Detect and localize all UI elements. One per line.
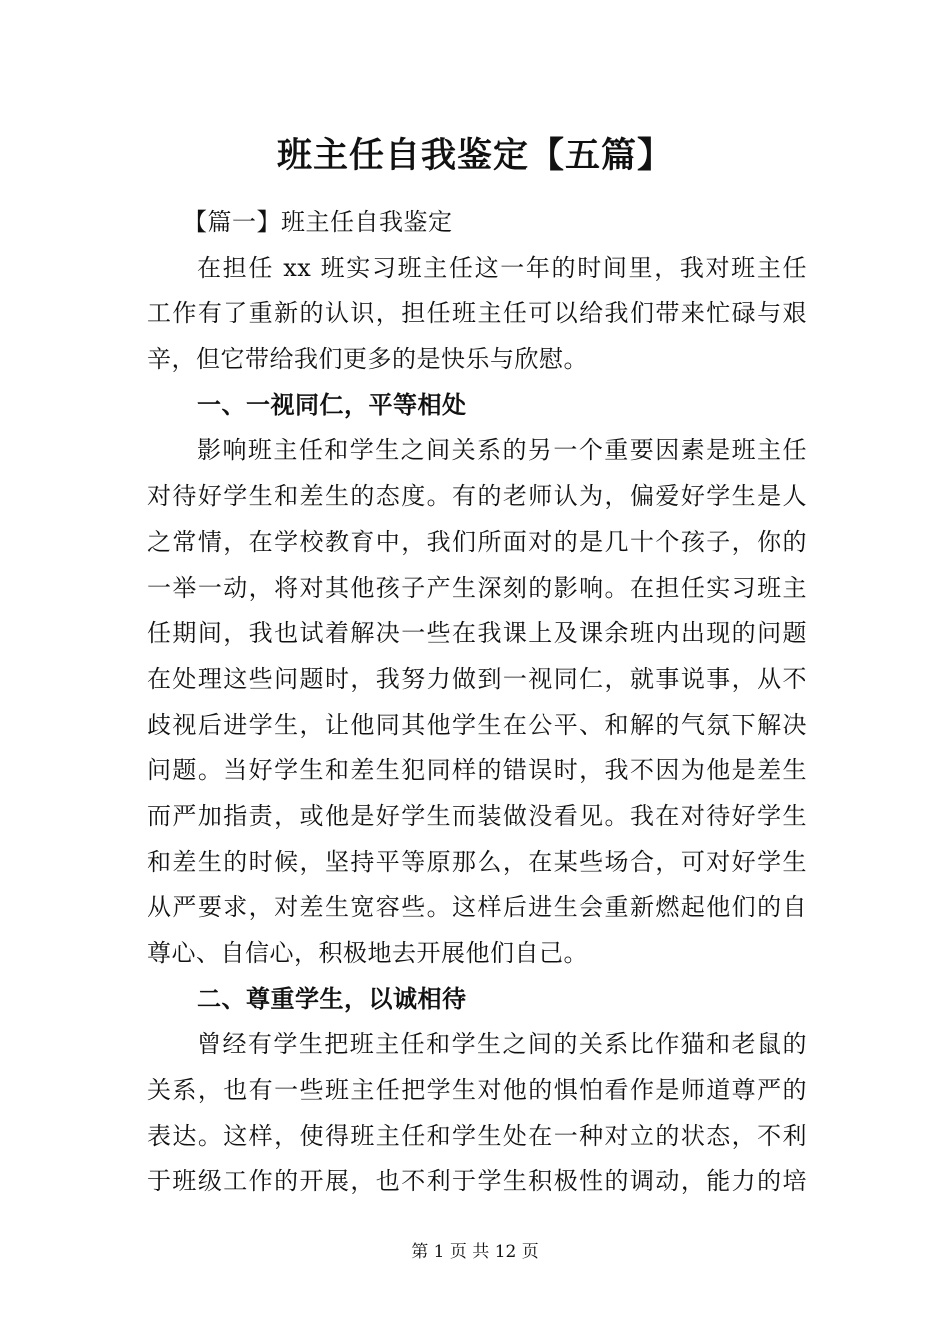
paragraph-line: 一举一动，将对其他孩子产生深刻的影响。在担任实习班主: [147, 573, 807, 602]
section-heading: 一、一视同仁，平等相处: [197, 390, 467, 419]
paragraph-line: 从严要求，对差生宽容些。这样后进生会重新燃起他们的自: [147, 893, 807, 922]
paragraph-line: 工作有了重新的认识，担任班主任可以给我们带来忙碌与艰: [147, 299, 807, 328]
paragraph-line: 而严加指责，或他是好学生而装做没看见。我在对待好学生: [147, 801, 807, 830]
paragraph-line: 在处理这些问题时，我努力做到一视同仁，就事说事，从不: [147, 664, 807, 693]
section-heading: 二、尊重学生，以诚相待: [197, 984, 467, 1013]
document-body: [147, 200, 807, 1205]
paragraph-line: 曾经有学生把班主任和学生之间的关系比作猫和老鼠的: [197, 1030, 807, 1059]
paragraph-line: 关系，也有一些班主任把学生对他的惧怕看作是师道尊严的: [147, 1076, 807, 1105]
paragraph-line: 歧视后进学生，让他同其他学生在公平、和解的气氛下解决: [147, 710, 807, 739]
section-subtitle: 【篇一】班主任自我鉴定: [183, 208, 453, 236]
paragraph-line: 和差生的时候，坚持平等原那么，在某些场合，可对好学生: [147, 847, 807, 876]
paragraph-line: 在担任 xx 班实习班主任这一年的时间里，我对班主任: [197, 253, 807, 282]
paragraph-line: 于班级工作的开展，也不利于学生积极性的调动，能力的培: [147, 1167, 807, 1196]
paragraph-line: 表达。这样，使得班主任和学生处在一种对立的状态，不利: [147, 1121, 807, 1150]
paragraph-line: 对待好学生和差生的态度。有的老师认为，偏爱好学生是人: [147, 482, 807, 511]
paragraph-line: 影响班主任和学生之间关系的另一个重要因素是班主任: [197, 436, 807, 465]
paragraph-line: 辛，但它带给我们更多的是快乐与欣慰。: [147, 345, 588, 374]
paragraph-line: 之常情，在学校教育中，我们所面对的是几十个孩子，你的: [147, 527, 807, 556]
paragraph-line: 尊心、自信心，积极地去开展他们自己。: [147, 939, 588, 967]
paragraph-line: 问题。当好学生和差生犯同样的错误时，我不因为他是差生: [147, 756, 807, 785]
page-footer: 第 1 页 共 12 页: [411, 1242, 539, 1262]
document-title: 班主任自我鉴定【五篇】: [276, 135, 673, 176]
paragraph-line: 任期间，我也试着解决一些在我课上及课余班内出现的问题: [147, 619, 807, 648]
